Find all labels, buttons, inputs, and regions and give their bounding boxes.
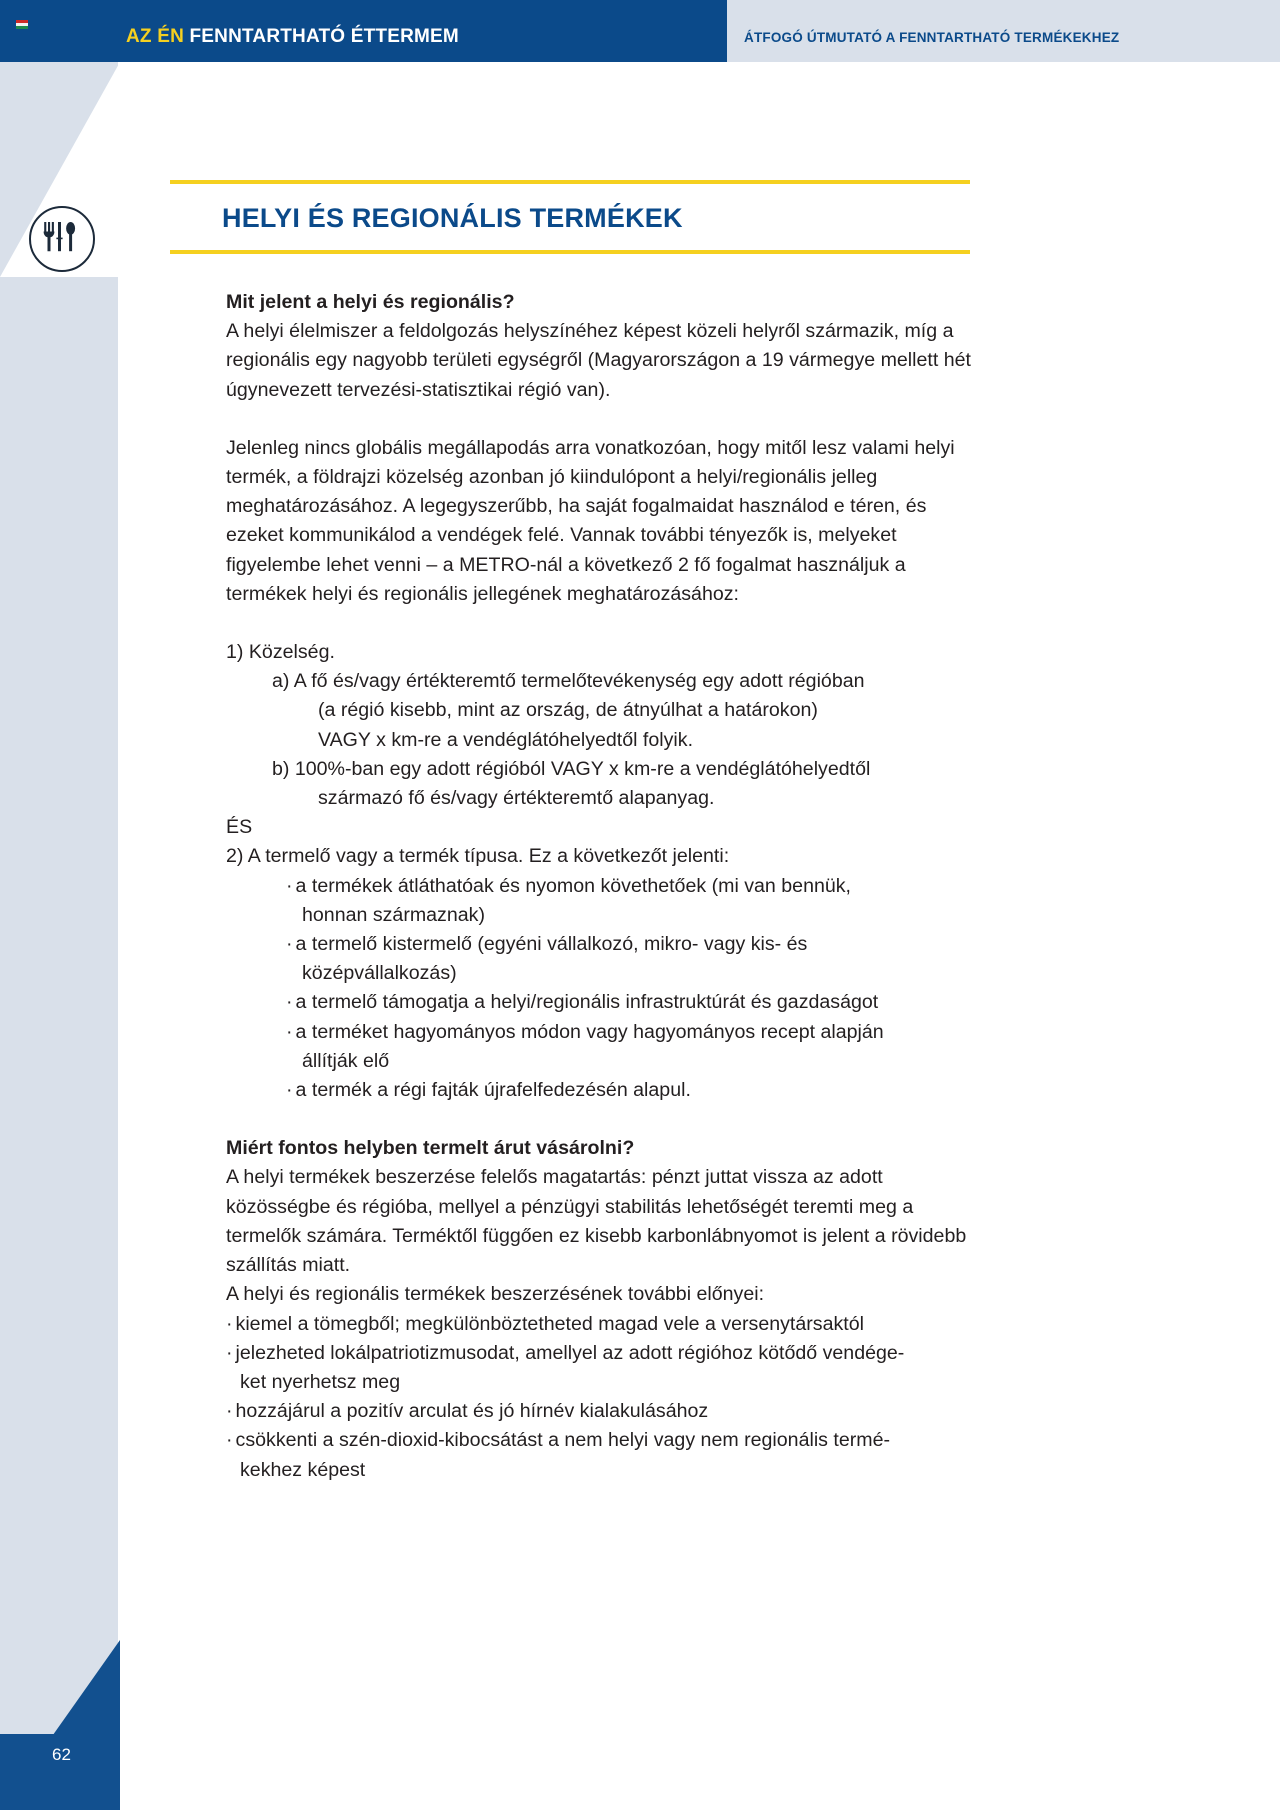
list-item-continuation: kekhez képest [240, 1458, 366, 1481]
bullet-glyph: · [226, 1341, 236, 1364]
hungarian-flag-icon [16, 20, 28, 29]
list-item-continuation: állítják elő [302, 1049, 390, 1072]
list-item [226, 1310, 988, 1339]
list-item [226, 1076, 988, 1105]
page-title: HELYI ÉS REGIONÁLIS TERMÉKEK [222, 203, 683, 233]
paragraph-what-is-local: A helyi élelmiszer a feldolgozás helyszínéhez képest közeli helyről származik, míg a regionális egy nagyobb területi egységről (Magyarországon a 19 vármegye mellett hét úgynevezett tervezési-statisztikai régió van). [226, 320, 971, 401]
bullet-list-producer-type [226, 872, 988, 1106]
subheading-what-is-local: Mit jelent a helyi és regionális? [226, 291, 515, 313]
list-item [226, 1339, 988, 1368]
list-item [226, 988, 988, 1017]
list-item-text: jelezheted lokálpatriotizmusodat, amellyel az adott régióhoz kötődő vendége- [235, 1341, 905, 1364]
paragraph-further-benefits-lead: A helyi és regionális termékek beszerzésének további előnyei: [226, 1283, 765, 1306]
list-item-text: a termékek átláthatóak és nyomon követhetőek (mi van bennük, [295, 874, 851, 897]
list-item-text: csökkenti a szén-dioxid-kibocsátást a nem helyi vagy nem regionális termé- [235, 1429, 891, 1452]
list-item-1a-line2: (a régió kisebb, mint az ország, de átnyúlhat a határokon) [318, 699, 818, 722]
list-item [226, 930, 988, 959]
brand-title [126, 26, 459, 48]
list-item [226, 872, 988, 901]
list-item [226, 1397, 988, 1426]
bullet-glyph: · [286, 1079, 296, 1102]
brand-title-rest: FENNTARTHATÓ ÉTTERMEM [184, 26, 459, 47]
brand-title-accent: AZ ÉN [126, 26, 184, 47]
list-item-1a: a) A fő és/vagy értékteremtő termelőtevékenység egy adott régióban [272, 670, 865, 693]
paragraph-why-local: A helyi termékek beszerzése felelős magatartás: pénzt juttat vissza az adott közösségbe és régióba, mellyel a pénzügyi stabilitás lehetőségét teremti meg a termelők számára. Terméktől függően ez kisebb karbonlábnyomot is jelent a rövidebb szállítás miatt. [226, 1166, 967, 1277]
paragraph-no-global-agreement: Jelenleg nincs globális megállapodás arra vonatkozóan, hogy mitől lesz valami helyi termék, a földrajzi közelség azonban jó kiindulópont a helyi/regionális jelleg meghatározásához. A legegyszerűbb, ha saját fogalmaidat használod e téren, és ezeket kommunikálod a vendégek felé. Vannak további tényezők is, melyeket figyelembe lehet venni – a METRO-nál a következő 2 fő fogalmat használjuk a termékek helyi és regionális jellegének meghatározásához: [226, 436, 955, 605]
cutlery-icon [29, 206, 95, 272]
bullet-glyph: · [226, 1312, 236, 1335]
page-number: 62 [52, 1745, 71, 1764]
bullet-glyph: · [286, 933, 296, 956]
article-body [226, 288, 988, 1485]
list-item-2: 2) A termelő vagy a termék típusa. Ez a következőt jelenti: [226, 845, 730, 868]
bullet-list-benefits [226, 1310, 988, 1485]
subheading-why-local: Miért fontos helyben termelt árut vásárolni? [226, 1137, 635, 1160]
list-item-continuation: középvállalkozás) [302, 962, 457, 985]
list-item-continuation: ket nyerhetsz meg [240, 1370, 401, 1393]
list-item-text: hozzájárul a pozitív arculat és jó hírnév kialakulásához [235, 1400, 709, 1423]
list-item [226, 1018, 988, 1047]
bullet-glyph: · [286, 874, 296, 897]
list-item-text: a termelő támogatja a helyi/regionális infrastruktúrát és gazdaságot [295, 991, 879, 1014]
list-item-text: a termék a régi fajták újrafelfedezésén alapul. [295, 1079, 691, 1102]
list-item-text: kiemel a tömegből; megkülönböztetheted magad vele a versenytársaktól [235, 1312, 864, 1335]
list-item-1b-line2: származó fő és/vagy értékteremtő alapanyag. [318, 787, 715, 810]
header-subtitle: ÁTFOGÓ ÚTMUTATÓ A FENNTARTHATÓ TERMÉKEKHEZ [744, 30, 1120, 45]
conjunction-es: ÉS [226, 816, 253, 839]
list-item-continuation: honnan származnak) [302, 903, 485, 926]
list-item-1b: b) 100%-ban egy adott régióból VAGY x km-re a vendéglátóhelyedtől [272, 757, 871, 780]
bullet-glyph: · [286, 991, 296, 1014]
list-item [226, 1426, 988, 1455]
bullet-glyph: · [226, 1400, 236, 1423]
bullet-glyph: · [226, 1429, 236, 1452]
list-item-1a-line3: VAGY x km-re a vendéglátóhelyedtől folyik. [318, 728, 694, 751]
section-rule-bottom [170, 250, 970, 254]
section-rule-top [170, 180, 970, 184]
bullet-glyph: · [286, 1020, 296, 1043]
list-item-text: a termelő kistermelő (egyéni vállalkozó, mikro- vagy kis- és [295, 933, 808, 956]
page-header [0, 0, 1280, 62]
list-item-1: 1) Közelség. [226, 641, 335, 664]
list-item-text: a terméket hagyományos módon vagy hagyományos recept alapján [295, 1020, 884, 1043]
